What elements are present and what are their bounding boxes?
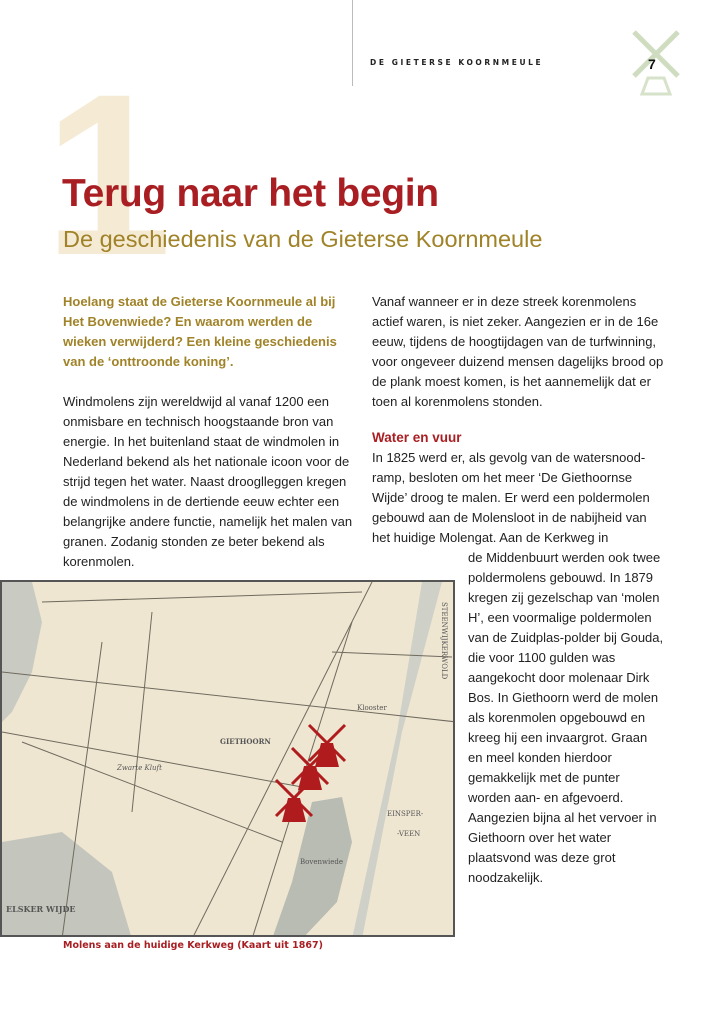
left-column bbox=[63, 292, 355, 572]
page-title: Terug naar het begin bbox=[62, 172, 439, 215]
section-text-narrow: de Middenbuurt werden ook twee poldermolens gebouwd. In 1879 kregen zij gezelschap van ‘molen H’, een voormalige poldermolen van de Zuidplas-polder bij Gouda, die voor 1100 gulden was aangekocht door molenaar Dirk Bos. In Giethoorn werd de molen als korenmolen opgebouwd en kreeg hij een invaargrot. Graan en meel konden hierdoor gemakkelijk met de punter worden aan- en afgevoerd. Aangezien bijna al het vervoer in Giethoorn over het water plaatsvond was deze grot noodzakelijk. bbox=[468, 550, 664, 885]
map-label: STEENWIJKERWOLD bbox=[440, 602, 448, 680]
windmill-icon bbox=[276, 780, 312, 822]
right-body-text: Vanaf wanneer er in deze streek korenmolens actief waren, is niet zeker. Aangezien er in de 16e eeuw, tijdens de hoogtijdagen van de turfwinning, voor ongeveer duizend mensen dagelijks brood op de plank moest komen, is het aannemelijk dat er toen al korenmolens stonden. bbox=[372, 294, 664, 409]
map-label: Klooster bbox=[357, 704, 387, 712]
header-divider bbox=[352, 0, 353, 86]
right-column bbox=[372, 292, 664, 888]
left-body-text: Windmolens zijn wereldwijd al vanaf 1200 een onmisbare en technisch hoogstaande bron van energie. In het buitenland staat de windmolen in Nederland bekend als het nationale icoon voor de strijd tegen het water. Naast drooglleggen kregen de windmolens in de dertiende eeuw echter een belangrijke andere functie, namelijk het malen van granen. Zodanig stonden ze beter bekend als korenmolen. bbox=[63, 394, 353, 569]
map-label: EINSPER- bbox=[387, 810, 424, 818]
page-number: 7 bbox=[648, 56, 656, 72]
section-text: In 1825 werd er, als gevolg van de watersnood-ramp, besloten om het meer ‘De Giethoornse Wijde’ droog te malen. Er werd een poldermolen gebouwd aan de Molensloot in de nabijheid van het huidige Molengat. Aan de Kerkweg in bbox=[372, 450, 650, 545]
intro-text: Hoelang staat de Gieterse Koornmeule al bij Het Bovenwiede? En waarom werden de wieken verwijderd? Een kleine geschiedenis van de ‘onttroonde koning’. bbox=[63, 294, 337, 369]
map-label: Zwarte Kluft bbox=[117, 764, 162, 772]
map-label: GIETHOORN bbox=[220, 737, 271, 746]
map-caption: Molens aan de huidige Kerkweg (Kaart uit 1867) bbox=[63, 940, 323, 951]
running-title: DE GIETERSE KOORNMEULE bbox=[370, 58, 544, 67]
map-label: Bovenwiede bbox=[300, 858, 343, 866]
section-heading: Water en vuur bbox=[372, 430, 462, 445]
chapter-number: 1 bbox=[44, 46, 172, 303]
windmill-icon bbox=[626, 26, 686, 96]
page-subtitle: De geschiedenis van de Gieterse Koornmeule bbox=[63, 226, 543, 252]
map-label: -VEEN bbox=[397, 830, 421, 838]
map-label: ELSKER WIJDE bbox=[6, 904, 76, 914]
